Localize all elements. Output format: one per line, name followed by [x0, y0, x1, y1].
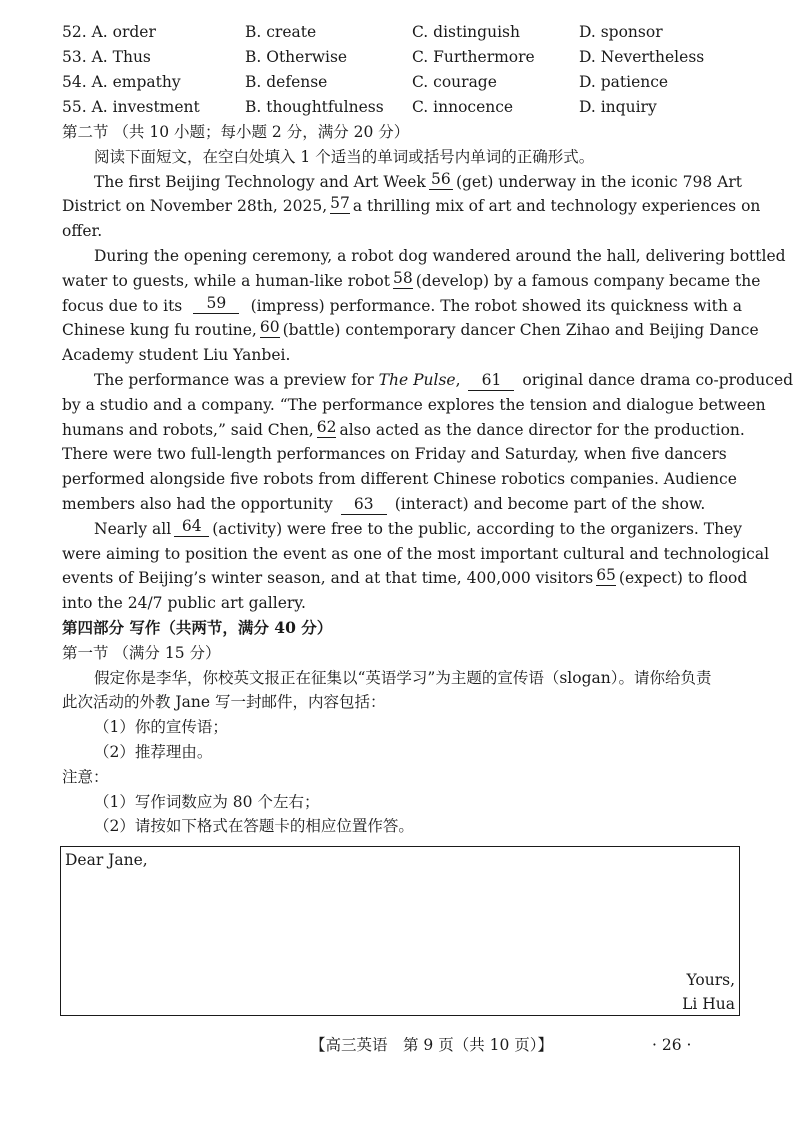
- passage-text: (battle) contemporary dancer Chen Zihao and Beijing Dance: [282, 321, 759, 340]
- prompt-item: （2）推荐理由。: [94, 742, 213, 761]
- blank-62: 62: [316, 417, 337, 436]
- letter-answer-box: [60, 846, 740, 1016]
- option-row-53: [62, 45, 742, 70]
- passage-line: [62, 368, 794, 393]
- passage-text: (impress) performance. The robot showed its quickness with a: [250, 296, 742, 315]
- letter-signature: Li Hua: [682, 995, 735, 1013]
- passage-text: also acted as the dance director for the production.: [339, 420, 745, 439]
- writing-prompt: 此次活动的外教 Jane 写一封邮件，内容包括：: [62, 693, 386, 712]
- passage-text: events of Beijing’s winter season, and at that time, 400,000 visitors: [62, 569, 594, 588]
- passage-text: District on November 28th, 2025,: [62, 197, 328, 216]
- option-a: 52. A. order: [62, 23, 156, 41]
- passage-line: During the opening ceremony, a robot dog wandered around the hall, delivering bottled: [94, 246, 786, 265]
- option-d: D. Nevertheless: [579, 48, 705, 66]
- option-row-54: [62, 70, 742, 95]
- option-row-55: [62, 95, 742, 120]
- passage-line: [62, 492, 742, 517]
- option-b: B. create: [245, 23, 317, 41]
- passage-text: (expect) to flood: [618, 569, 748, 588]
- section-2: [62, 120, 794, 839]
- passage-line: [62, 517, 742, 542]
- part-heading: 第四部分 写作（共两节，满分 40 分）: [62, 617, 333, 637]
- passage-text: The first Beijing Technology and Art Week: [94, 172, 426, 191]
- letter-closing: Yours,: [686, 971, 735, 989]
- option-d: D. inquiry: [579, 98, 657, 116]
- blank-59: 59: [193, 294, 239, 314]
- passage-line: [62, 294, 742, 319]
- passage-line: were aiming to position the event as one of the most important cultural and technological: [62, 544, 770, 563]
- passage-text: focus due to its: [62, 296, 183, 315]
- section-heading: 第二节 （共 10 小题；每小题 2 分，满分 20 分）: [62, 123, 410, 141]
- passage-text: original dance drama co-produced: [522, 370, 794, 389]
- answer-options: [62, 20, 742, 120]
- prompt-item: （1）你的宣传语；: [94, 718, 228, 737]
- passage-line: performed alongside five robots from different Chinese robotics companies. Audience: [62, 470, 737, 489]
- option-d: D. sponsor: [579, 23, 663, 41]
- passage-text: (get) underway in the iconic 798 Art: [455, 172, 742, 191]
- blank-57: 57: [330, 194, 350, 213]
- passage-text: Chinese kung fu routine,: [62, 321, 257, 340]
- passage-line: by a studio and a company. “The performance explores the tension and dialogue between: [62, 395, 766, 414]
- passage-line: [62, 170, 742, 195]
- blank-61: 61: [468, 371, 514, 391]
- passage-text: Nearly all: [94, 519, 172, 538]
- footer-page-info: 【高三英语 第 9 页（共 10 页）】: [310, 1036, 554, 1054]
- option-a: 55. A. investment: [62, 98, 200, 116]
- passage-line: [62, 566, 748, 591]
- section-instruction: 阅读下面短文，在空白处填入 1 个适当的单词或括号内单词的正确形式。: [94, 147, 595, 166]
- option-c: C. courage: [412, 73, 497, 91]
- passage-line: offer.: [62, 222, 103, 241]
- passage-text: (interact) and become part of the show.: [394, 494, 706, 513]
- blank-64: 64: [174, 517, 209, 537]
- blank-63: 63: [341, 495, 387, 515]
- option-row-52: [62, 20, 742, 45]
- passage-line: into the 24/7 public art gallery.: [62, 594, 306, 613]
- note-label: 注意：: [62, 767, 109, 786]
- option-b: B. defense: [245, 73, 328, 91]
- passage-text: a thrilling mix of art and technology experiences on: [352, 197, 761, 216]
- passage-text: (develop) by a famous company became the: [415, 271, 761, 290]
- option-c: C. distinguish: [412, 23, 520, 41]
- blank-65: 65: [596, 566, 616, 585]
- blank-60: 60: [259, 318, 280, 337]
- passage-text: members also had the opportunity: [62, 494, 333, 513]
- work-title: The Pulse: [378, 370, 456, 389]
- passage-line: [62, 268, 761, 294]
- note-item: （2）请按如下格式在答题卡的相应位置作答。: [94, 817, 414, 836]
- option-b: B. thoughtfulness: [245, 98, 384, 116]
- passage-text: The performance was a preview for: [94, 370, 374, 389]
- passage-text: (activity) were free to the public, according to the organizers. They: [212, 519, 742, 538]
- option-c: C. innocence: [412, 98, 514, 116]
- blank-56: 56: [429, 170, 453, 190]
- passage-line: There were two full-length performances on Friday and Saturday, when five dancers: [62, 445, 727, 464]
- passage-line: [62, 417, 745, 443]
- footer-page-number: · 26 ·: [652, 1036, 692, 1054]
- option-a: 54. A. empathy: [62, 73, 181, 91]
- passage-line: [62, 194, 761, 219]
- option-b: B. Otherwise: [245, 48, 348, 66]
- blank-58: 58: [393, 268, 413, 287]
- option-d: D. patience: [579, 73, 669, 91]
- letter-greeting: Dear Jane,: [65, 851, 148, 869]
- passage-text: water to guests, while a human-like robot: [62, 271, 390, 290]
- passage-text: ,: [455, 370, 461, 389]
- passage-line: Academy student Liu Yanbei.: [62, 346, 291, 365]
- note-item: （1）写作词数应为 80 个左右；: [94, 792, 320, 811]
- option-a: 53. A. Thus: [62, 48, 151, 66]
- passage-line: [62, 318, 759, 343]
- section-heading: 第一节 （满分 15 分）: [62, 643, 221, 662]
- passage-text: humans and robots,” said Chen,: [62, 420, 314, 439]
- option-c: C. Furthermore: [412, 48, 535, 66]
- writing-prompt: 假定你是李华，你校英文报正在征集以“英语学习”为主题的宣传语（slogan）。请你给负责: [94, 668, 712, 687]
